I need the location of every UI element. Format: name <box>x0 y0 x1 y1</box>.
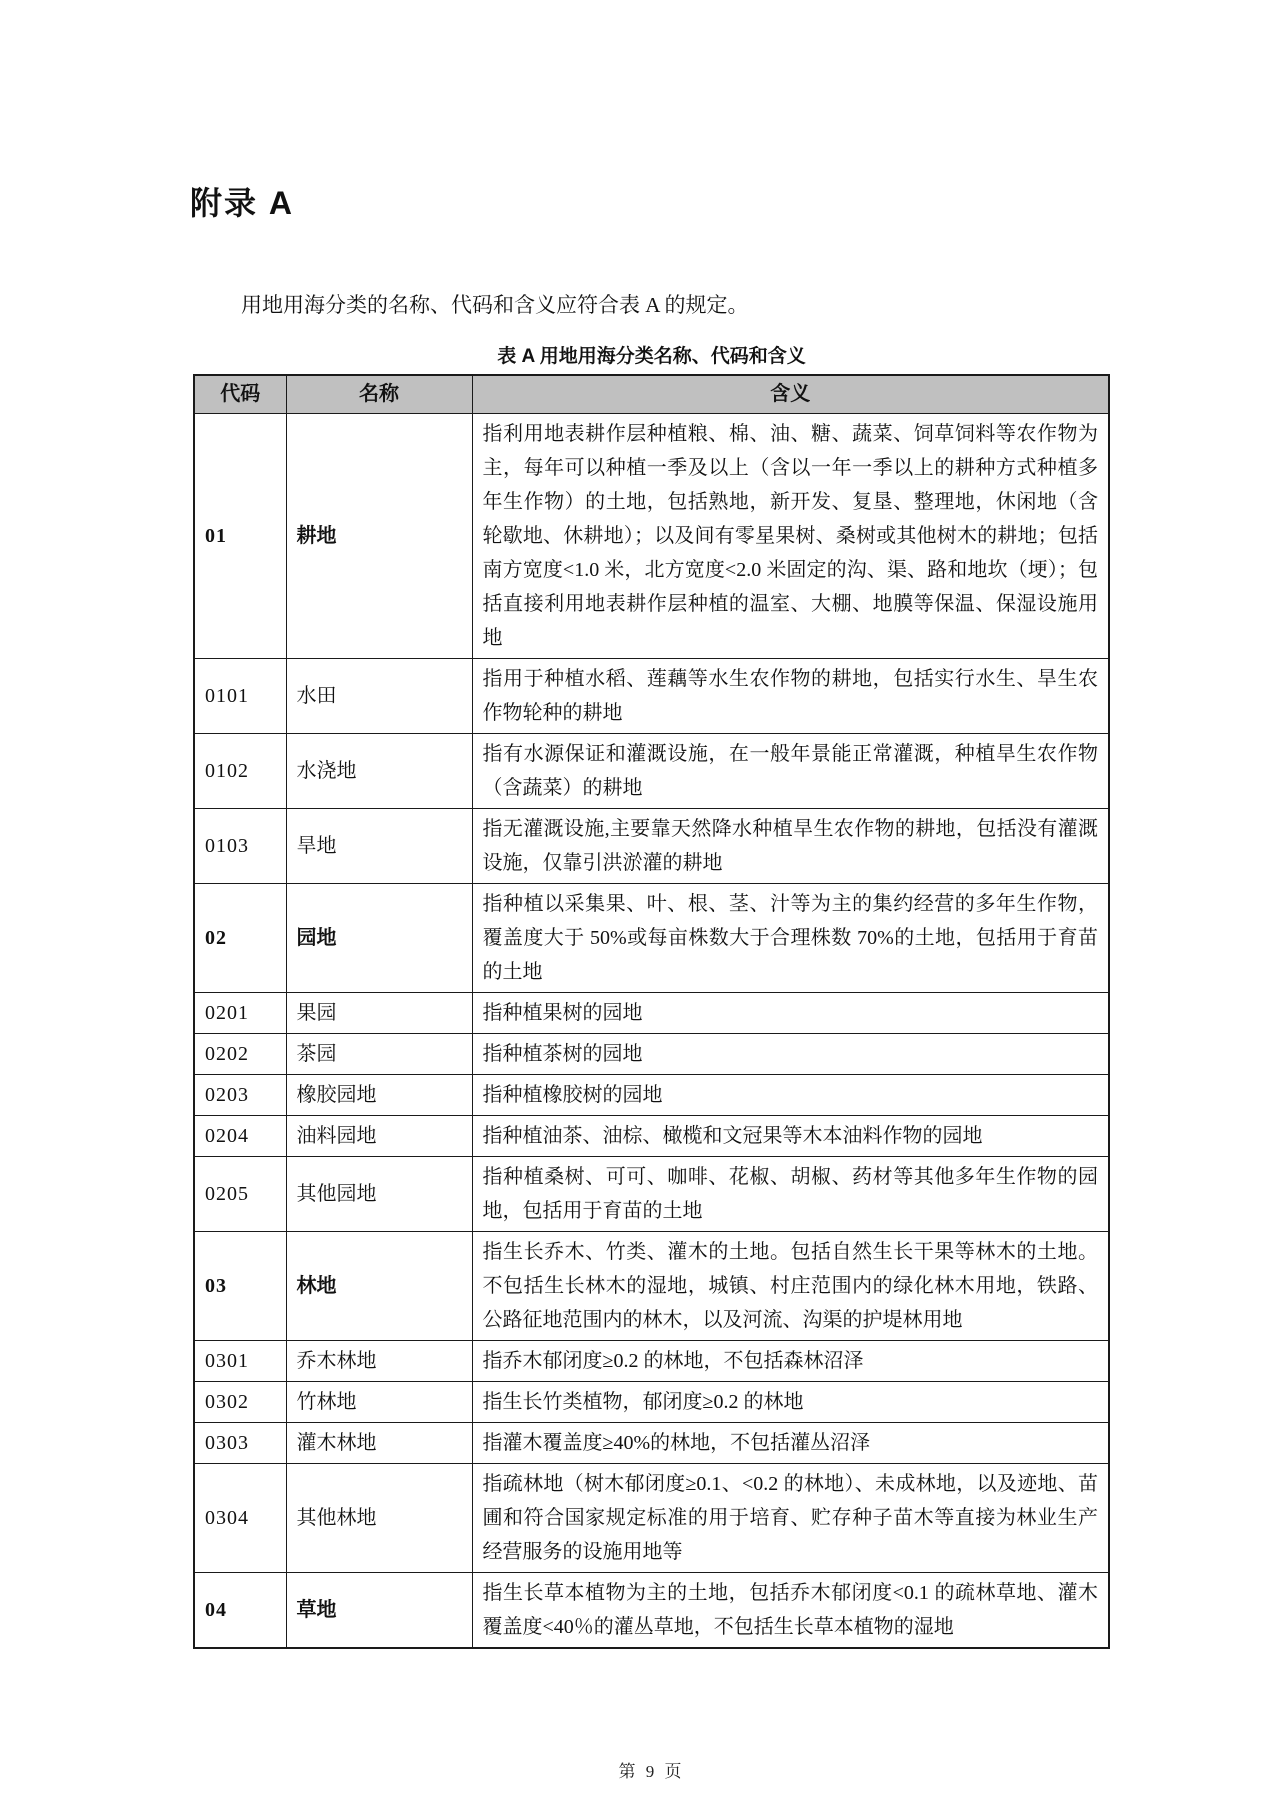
table-row <box>194 884 1109 993</box>
code-cell: 0301 <box>194 1341 286 1382</box>
table-header-row <box>194 375 1109 414</box>
code-cell: 0201 <box>194 993 286 1034</box>
table-row <box>194 1034 1109 1075</box>
table-row <box>194 1423 1109 1464</box>
page-number: 第 9 页 <box>618 1762 685 1781</box>
name-cell: 灌木林地 <box>286 1423 472 1464</box>
meaning-cell: 指无灌溉设施,主要靠天然降水种植旱生农作物的耕地，包括没有灌溉设施，仅靠引洪淤灌的耕地 <box>472 809 1109 884</box>
meaning-cell: 指疏林地（树木郁闭度≥0.1、<0.2 的林地）、未成林地，以及迹地、苗圃和符合国家规定标准的用于培育、贮存种子苗木等直接为林业生产经营服务的设施用地等 <box>472 1464 1109 1573</box>
classification-table <box>193 374 1110 1649</box>
name-cell: 耕地 <box>286 414 472 659</box>
name-cell: 茶园 <box>286 1034 472 1075</box>
table-row <box>194 993 1109 1034</box>
code-cell: 0101 <box>194 659 286 734</box>
table-row <box>194 1464 1109 1573</box>
code-cell: 0202 <box>194 1034 286 1075</box>
name-cell: 园地 <box>286 884 472 993</box>
table-row <box>194 809 1109 884</box>
table-row <box>194 734 1109 809</box>
name-cell: 竹林地 <box>286 1382 472 1423</box>
meaning-cell: 指生长乔木、竹类、灌木的土地。包括自然生长干果等林木的土地。不包括生长林木的湿地，城镇、村庄范围内的绿化林木用地，铁路、公路征地范围内的林木，以及河流、沟渠的护堤林用地 <box>472 1232 1109 1341</box>
code-cell: 0205 <box>194 1157 286 1232</box>
meaning-cell: 指种植油茶、油棕、橄榄和文冠果等木本油料作物的园地 <box>472 1116 1109 1157</box>
name-cell: 林地 <box>286 1232 472 1341</box>
table-row <box>194 1075 1109 1116</box>
name-cell: 果园 <box>286 993 472 1034</box>
table-row <box>194 1232 1109 1341</box>
name-cell: 乔木林地 <box>286 1341 472 1382</box>
meaning-cell: 指种植以采集果、叶、根、茎、汁等为主的集约经营的多年生作物，覆盖度大于 50%或每亩株数大于合理株数 70%的土地，包括用于育苗的土地 <box>472 884 1109 993</box>
code-cell: 02 <box>194 884 286 993</box>
code-cell: 0304 <box>194 1464 286 1573</box>
name-cell: 旱地 <box>286 809 472 884</box>
meaning-cell: 指乔木郁闭度≥0.2 的林地，不包括森林沼泽 <box>472 1341 1109 1382</box>
meaning-cell: 指用于种植水稻、莲藕等水生农作物的耕地，包括实行水生、旱生农作物轮种的耕地 <box>472 659 1109 734</box>
header-code: 代码 <box>194 375 286 414</box>
meaning-cell: 指灌木覆盖度≥40%的林地，不包括灌丛沼泽 <box>472 1423 1109 1464</box>
table-row <box>194 1116 1109 1157</box>
code-cell: 0302 <box>194 1382 286 1423</box>
name-cell: 其他林地 <box>286 1464 472 1573</box>
code-cell: 0303 <box>194 1423 286 1464</box>
table-row <box>194 1382 1109 1423</box>
meaning-cell: 指有水源保证和灌溉设施，在一般年景能正常灌溉，种植旱生农作物（含蔬菜）的耕地 <box>472 734 1109 809</box>
code-cell: 0103 <box>194 809 286 884</box>
meaning-cell: 指种植橡胶树的园地 <box>472 1075 1109 1116</box>
name-cell: 水浇地 <box>286 734 472 809</box>
table-row <box>194 414 1109 659</box>
intro-paragraph: 用地用海分类的名称、代码和含义应符合表 A 的规定。 <box>241 293 749 317</box>
code-cell: 01 <box>194 414 286 659</box>
code-cell: 0203 <box>194 1075 286 1116</box>
name-cell: 草地 <box>286 1573 472 1649</box>
name-cell: 橡胶园地 <box>286 1075 472 1116</box>
table-row <box>194 1573 1109 1649</box>
meaning-cell: 指种植桑树、可可、咖啡、花椒、胡椒、药材等其他多年生作物的园地，包括用于育苗的土地 <box>472 1157 1109 1232</box>
appendix-heading: 附录 A <box>190 185 295 221</box>
table-row <box>194 659 1109 734</box>
code-cell: 04 <box>194 1573 286 1649</box>
table-row <box>194 1157 1109 1232</box>
meaning-cell: 指种植茶树的园地 <box>472 1034 1109 1075</box>
meaning-cell: 指生长竹类植物，郁闭度≥0.2 的林地 <box>472 1382 1109 1423</box>
classification-table-body <box>194 414 1109 1649</box>
table-caption: 表 A 用地用海分类名称、代码和含义 <box>497 346 806 367</box>
header-meaning: 含义 <box>472 375 1109 414</box>
code-cell: 0204 <box>194 1116 286 1157</box>
code-cell: 0102 <box>194 734 286 809</box>
name-cell: 水田 <box>286 659 472 734</box>
meaning-cell: 指种植果树的园地 <box>472 993 1109 1034</box>
meaning-cell: 指生长草本植物为主的土地，包括乔木郁闭度<0.1 的疏林草地、灌木覆盖度<40％的灌丛草地，不包括生长草本植物的湿地 <box>472 1573 1109 1649</box>
header-name: 名称 <box>286 375 472 414</box>
name-cell: 其他园地 <box>286 1157 472 1232</box>
table-row <box>194 1341 1109 1382</box>
meaning-cell: 指利用地表耕作层种植粮、棉、油、糖、蔬菜、饲草饲料等农作物为主，每年可以种植一季及以上（含以一年一季以上的耕种方式种植多年生作物）的土地，包括熟地，新开发、复垦、整理地，休闲地（含轮歇地、休耕地）；以及间有零星果树、桑树或其他树木的耕地；包括南方宽度<1.0 米，北方宽度<2.0 米固定的沟、渠、路和地坎（埂）；包括直接利用地表耕作层种植的温室、大棚、地膜等保温、保湿设施用地 <box>472 414 1109 659</box>
name-cell: 油料园地 <box>286 1116 472 1157</box>
code-cell: 03 <box>194 1232 286 1341</box>
